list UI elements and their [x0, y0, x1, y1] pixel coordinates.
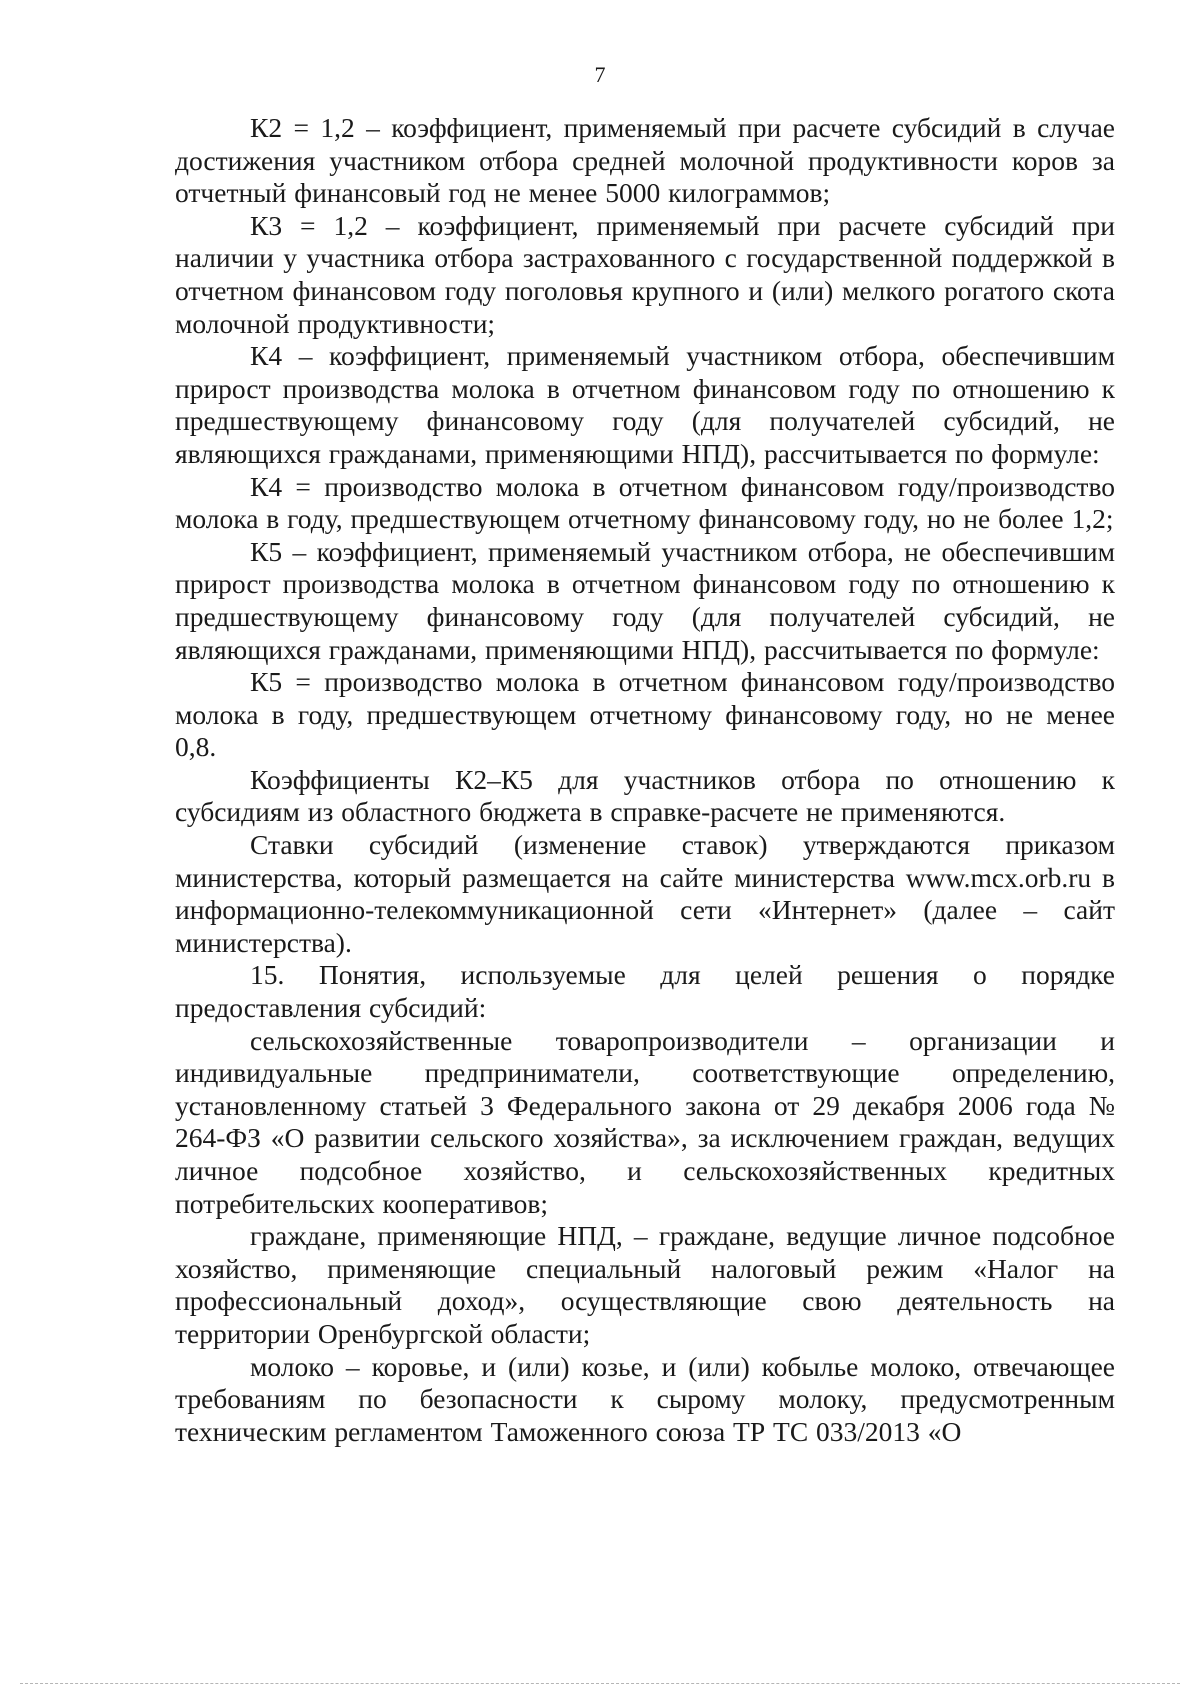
- paragraph-subsidy-rates: Ставки субсидий (изменение ставок) утверждаются приказом министерства, который размещается на сайте министерства www.mcx.orb.ru в информационно-телекоммуникационной сети «Интернет» (далее – сайт министерства).: [175, 829, 1115, 958]
- page-number: 7: [594, 62, 606, 87]
- paragraph-k2: К2 = 1,2 – коэффициент, применяемый при расчете субсидий в случае достижения участником отбора средней молочной продуктивности коров за отчетный финансовый год не менее 5000 килограммов;: [175, 112, 1115, 209]
- paragraph-k3: К3 = 1,2 – коэффициент, применяемый при расчете субсидий при наличии у участника отбора застрахованного с государственной поддержкой в отчетном финансовом году поголовья крупного и (или) мелкого рогатого скота молочной продуктивности;: [175, 209, 1115, 339]
- paragraph-k4-definition: К4 – коэффициент, применяемый участником отбора, обеспечившим прирост производства молока в отчетном финансовом году по отношению к предшествующему финансовому году (для получателей субсидий, не являющихся гражданами, применяющими НПД), рассчитывается по формуле:: [175, 340, 1115, 469]
- document-body: [175, 112, 1115, 1448]
- paragraph-section-15: 15. Понятия, используемые для целей решения о порядке предоставления субсидий:: [175, 959, 1115, 1024]
- paragraph-agricultural-producers: сельскохозяйственные товаропроизводители – организации и индивидуальные предприниматели, соответствующие определению, установленному статьей 3 Федерального закона от 29 декабря 2006 года № 264-ФЗ «О развитии сельского хозяйства», за исключением граждан, ведущих личное подсобное хозяйство, и сельскохозяйственных кредитных потребительских кооперативов;: [175, 1024, 1115, 1219]
- paragraph-k5-formula: К5 = производство молока в отчетном финансовом году/производство молока в году, предшествующем отчетному финансовому году, но не менее 0,8.: [175, 666, 1115, 763]
- paragraph-npd-citizens: граждане, применяющие НПД, – граждане, ведущие личное подсобное хозяйство, применяющие специальный налоговый режим «Налог на профессиональный доход», осуществляющие свою деятельность на территории Оренбургской области;: [175, 1220, 1115, 1349]
- paragraph-k5-definition: К5 – коэффициент, применяемый участником отбора, не обеспечившим прирост производства молока в отчетном финансовом году по отношению к предшествующему финансовому году (для получателей субсидий, не являющихся гражданами, применяющими НПД), рассчитывается по формуле:: [175, 535, 1115, 665]
- scan-bottom-edge: [20, 1683, 1180, 1684]
- paragraph-k4-formula: К4 = производство молока в отчетном финансовом году/производство молока в году, предшествующем отчетному финансовому году, но не более 1,2;: [175, 470, 1115, 535]
- paragraph-milk-definition: молоко – коровье, и (или) козье, и (или) кобылье молоко, отвечающее требованиям по безопасности к сырому молоку, предусмотренным техническим регламентом Таможенного союза ТР ТС 033/2013 «О: [175, 1350, 1115, 1447]
- paragraph-coefficients-note: Коэффициенты К2–К5 для участников отбора по отношению к субсидиям из областного бюджета в справке-расчете не применяются.: [175, 763, 1115, 828]
